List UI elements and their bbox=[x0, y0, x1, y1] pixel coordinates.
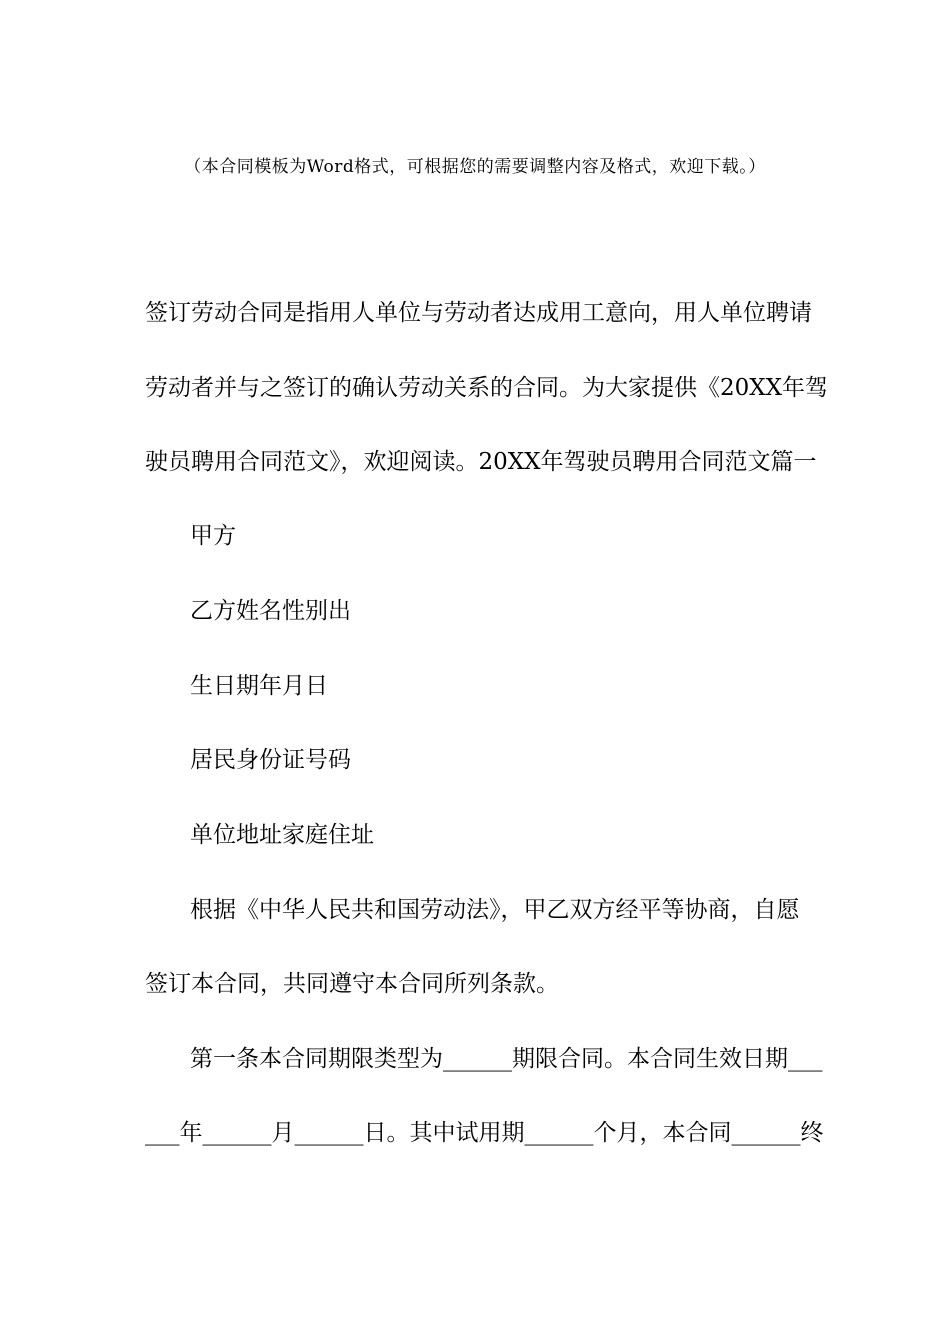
paragraph-line: 劳动者并与之签订的确认劳动关系的合同。为大家提供《20XX年驾 bbox=[145, 375, 829, 401]
paragraph-line: 根据《中华人民共和国劳动法》，甲乙双方经平等协商，自愿 bbox=[190, 897, 800, 923]
party-a-line: 甲方 bbox=[190, 523, 236, 549]
party-b-line: 乙方姓名性别出 bbox=[190, 598, 351, 624]
article-one-line: 第一条本合同期限类型为______期限合同。本合同生效日期___ bbox=[190, 1046, 823, 1072]
id-number-line: 居民身份证号码 bbox=[190, 747, 351, 773]
template-notice: （本合同模板为Word格式，可根据您的需要调整内容及格式，欢迎下载。） bbox=[184, 157, 766, 177]
paragraph-line: 签订本合同，共同遵守本合同所列条款。 bbox=[145, 971, 559, 997]
paragraph-line: 签订劳动合同是指用人单位与劳动者达成用工意向，用人单位聘请 bbox=[145, 300, 812, 326]
paragraph-line: 驶员聘用合同范文》，欢迎阅读。20XX年驾驶员聘用合同范文篇一 bbox=[145, 449, 817, 475]
address-line: 单位地址家庭住址 bbox=[190, 822, 374, 848]
birth-date-line: 生日期年月日 bbox=[190, 673, 328, 699]
paragraph-line: ___年______月______日。其中试用期______个月，本合同______终 bbox=[145, 1120, 824, 1146]
